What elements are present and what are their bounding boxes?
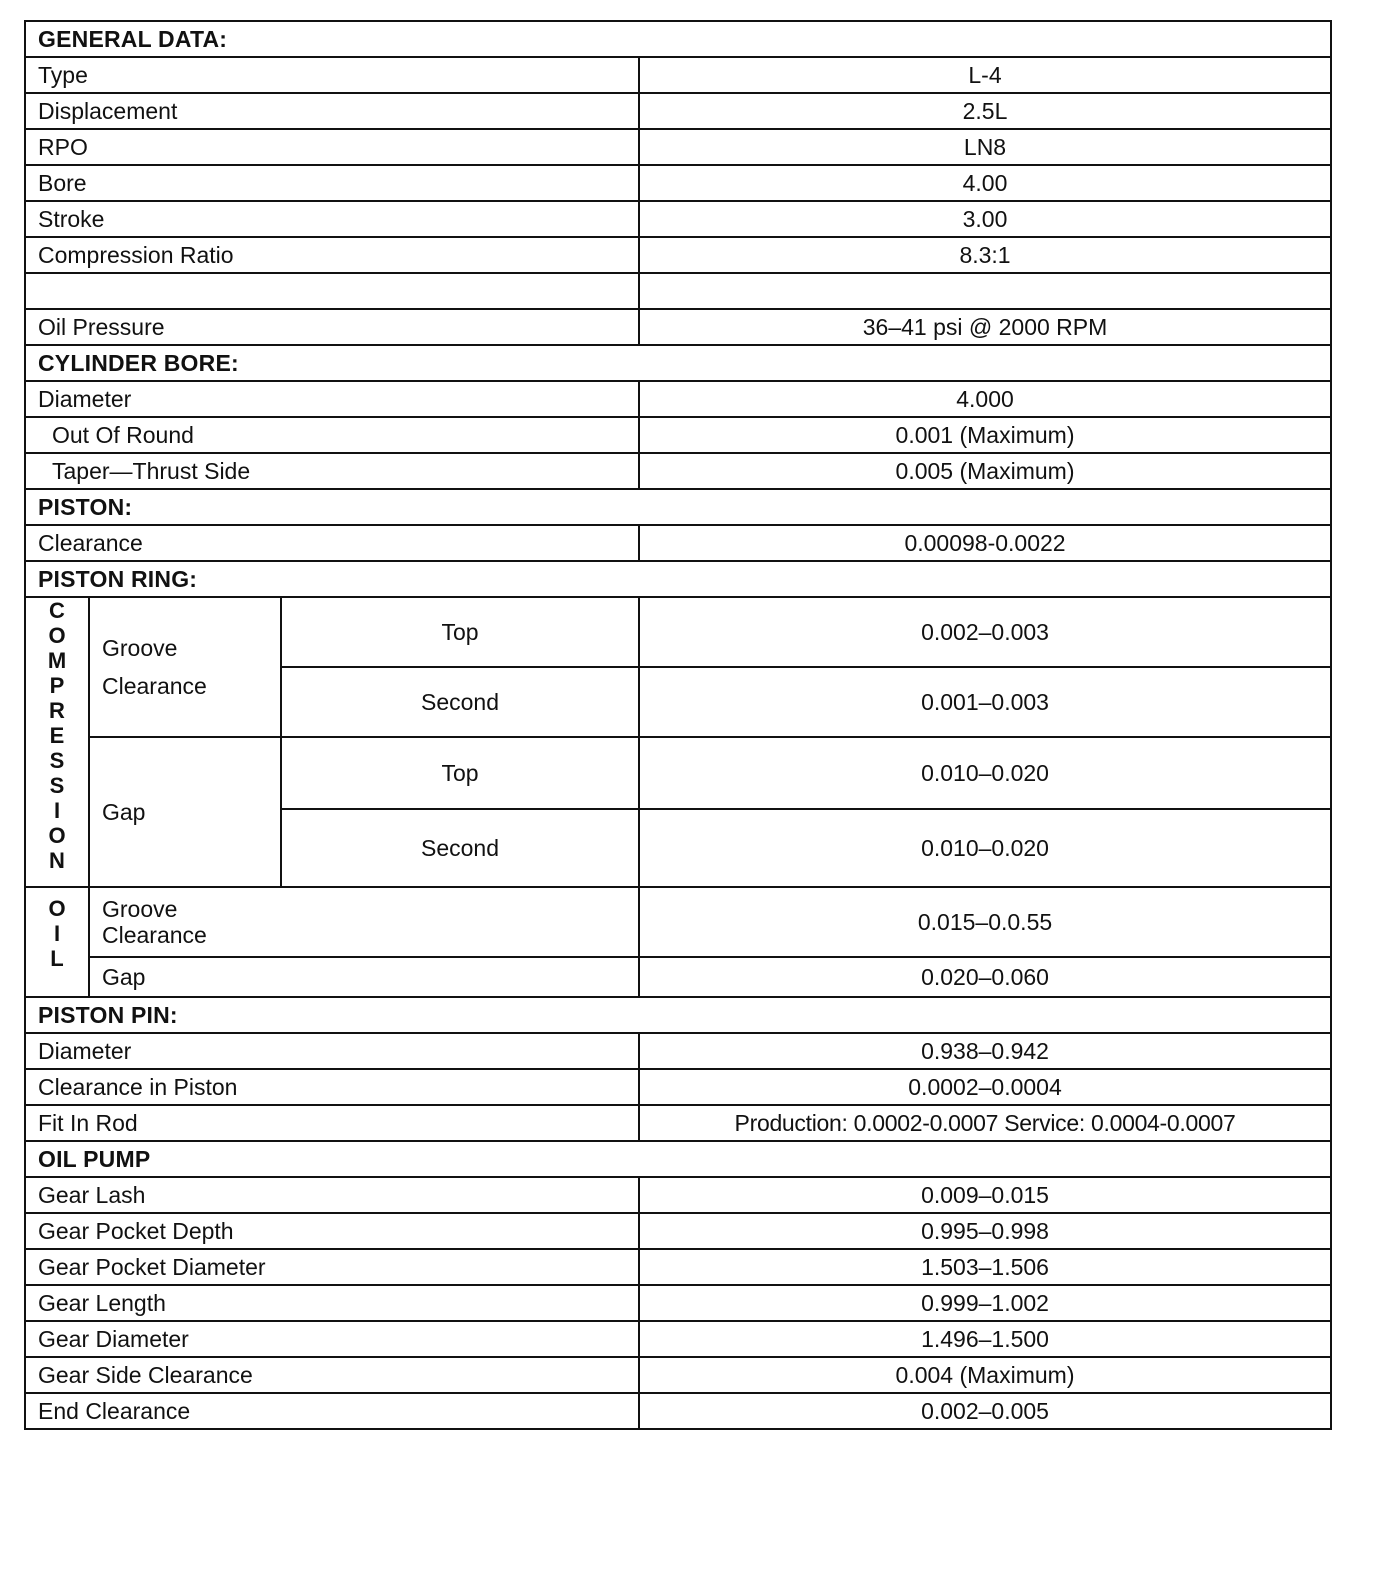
ring-position: Second [281, 667, 639, 737]
spec-label: Gear Pocket Diameter [25, 1249, 639, 1285]
vertical-letter: I [53, 921, 61, 946]
vertical-letter: P [49, 673, 65, 698]
label-line: Groove [102, 635, 178, 661]
spec-row [25, 237, 1331, 273]
spec-row [25, 201, 1331, 237]
spec-label: Displacement [25, 93, 639, 129]
section-title: PISTON RING: [25, 561, 1331, 597]
vertical-letter: S [49, 773, 65, 798]
spec-value: 0.010–0.020 [639, 737, 1331, 809]
spec-row-empty [25, 273, 1331, 309]
vertical-letter: O [48, 823, 66, 848]
section-title: PISTON PIN: [25, 997, 1331, 1033]
spec-row [25, 1069, 1331, 1105]
spec-label: RPO [25, 129, 639, 165]
vertical-letter: N [49, 848, 65, 873]
section-title: PISTON: [25, 489, 1331, 525]
vertical-letter: O [48, 896, 66, 921]
spec-row [25, 453, 1331, 489]
ring-row [25, 597, 1331, 667]
spec-value: 0.005 (Maximum) [639, 453, 1331, 489]
spec-value: LN8 [639, 129, 1331, 165]
compression-vertical-label [25, 597, 89, 887]
spec-label: Gear Side Clearance [25, 1357, 639, 1393]
spec-row [25, 1321, 1331, 1357]
spec-value: 0.002–0.003 [639, 597, 1331, 667]
spec-value: 36–41 psi @ 2000 RPM [639, 309, 1331, 345]
spec-value: 2.5L [639, 93, 1331, 129]
spec-row [25, 1285, 1331, 1321]
spec-value: 0.001–0.003 [639, 667, 1331, 737]
vertical-letter: L [50, 946, 64, 971]
spec-value: 0.010–0.020 [639, 809, 1331, 887]
spec-row [25, 1213, 1331, 1249]
oil-groove-clearance-label [89, 887, 639, 957]
spec-value: 0.999–1.002 [639, 1285, 1331, 1321]
section-header-oil-pump [25, 1141, 1331, 1177]
label-line: Clearance [102, 673, 207, 699]
spec-label: Type [25, 57, 639, 93]
spec-row [25, 129, 1331, 165]
spec-value: 0.002–0.005 [639, 1393, 1331, 1429]
spec-label: Gear Lash [25, 1177, 639, 1213]
vertical-letter: M [47, 648, 67, 673]
oil-gap-label: Gap [89, 957, 639, 997]
spec-value: 0.0002–0.0004 [639, 1069, 1331, 1105]
vertical-letter: O [48, 623, 66, 648]
spec-label: Oil Pressure [25, 309, 639, 345]
spec-row [25, 1105, 1331, 1141]
spec-row [25, 1177, 1331, 1213]
spec-label: Compression Ratio [25, 237, 639, 273]
spec-label: Taper—Thrust Side [25, 453, 639, 489]
spec-label: Diameter [25, 381, 639, 417]
spec-row [25, 417, 1331, 453]
section-title: CYLINDER BORE: [25, 345, 1331, 381]
vertical-letter: R [49, 698, 65, 723]
spec-value: 1.503–1.506 [639, 1249, 1331, 1285]
spec-label: Gear Length [25, 1285, 639, 1321]
label-line: Clearance [102, 922, 207, 948]
spec-label: End Clearance [25, 1393, 639, 1429]
section-header-piston [25, 489, 1331, 525]
vertical-letter: S [49, 748, 65, 773]
spec-row [25, 165, 1331, 201]
spec-row [25, 1357, 1331, 1393]
ring-position: Top [281, 597, 639, 667]
spec-row [25, 525, 1331, 561]
gap-label: Gap [89, 737, 281, 887]
spec-value: 4.00 [639, 165, 1331, 201]
spec-label: Fit In Rod [25, 1105, 639, 1141]
spec-row [25, 1249, 1331, 1285]
spec-value: Production: 0.0002-0.0007 Service: 0.0004-0.0007 [639, 1105, 1331, 1141]
spec-value: 0.00098-0.0022 [639, 525, 1331, 561]
spec-row [25, 1393, 1331, 1429]
spec-label: Bore [25, 165, 639, 201]
oil-vertical-label [25, 887, 89, 997]
section-title: GENERAL DATA: [25, 21, 1331, 57]
section-header-general-data [25, 21, 1331, 57]
spec-label: Diameter [25, 1033, 639, 1069]
spec-label: Gear Diameter [25, 1321, 639, 1357]
vertical-letter: I [53, 798, 61, 823]
section-header-piston-pin [25, 997, 1331, 1033]
spec-value: 0.015–0.0.55 [639, 887, 1331, 957]
spec-label: Clearance in Piston [25, 1069, 639, 1105]
spec-value: 0.020–0.060 [639, 957, 1331, 997]
ring-row [25, 887, 1331, 957]
spec-row [25, 381, 1331, 417]
label-line: Groove [102, 896, 178, 922]
ring-position: Second [281, 809, 639, 887]
spec-value [639, 273, 1331, 309]
vertical-letter: E [49, 723, 65, 748]
section-header-cylinder-bore [25, 345, 1331, 381]
spec-value: 0.004 (Maximum) [639, 1357, 1331, 1393]
section-header-piston-ring [25, 561, 1331, 597]
spec-value: 1.496–1.500 [639, 1321, 1331, 1357]
spec-label: Out Of Round [25, 417, 639, 453]
spec-value: 8.3:1 [639, 237, 1331, 273]
spec-row [25, 57, 1331, 93]
spec-value: 0.938–0.942 [639, 1033, 1331, 1069]
ring-row [25, 737, 1331, 809]
spec-label: Clearance [25, 525, 639, 561]
ring-row [25, 957, 1331, 997]
spec-row [25, 309, 1331, 345]
spec-value: 4.000 [639, 381, 1331, 417]
spec-label [25, 273, 639, 309]
spec-value: 3.00 [639, 201, 1331, 237]
spec-row [25, 93, 1331, 129]
spec-value: 0.001 (Maximum) [639, 417, 1331, 453]
vertical-letter: C [49, 598, 65, 623]
spec-label: Stroke [25, 201, 639, 237]
section-title: OIL PUMP [25, 1141, 1331, 1177]
groove-clearance-label [89, 597, 281, 737]
ring-position: Top [281, 737, 639, 809]
engine-specifications-table [24, 20, 1332, 1430]
spec-label: Gear Pocket Depth [25, 1213, 639, 1249]
spec-row [25, 1033, 1331, 1069]
spec-value: L-4 [639, 57, 1331, 93]
spec-value: 0.995–0.998 [639, 1213, 1331, 1249]
spec-value: 0.009–0.015 [639, 1177, 1331, 1213]
